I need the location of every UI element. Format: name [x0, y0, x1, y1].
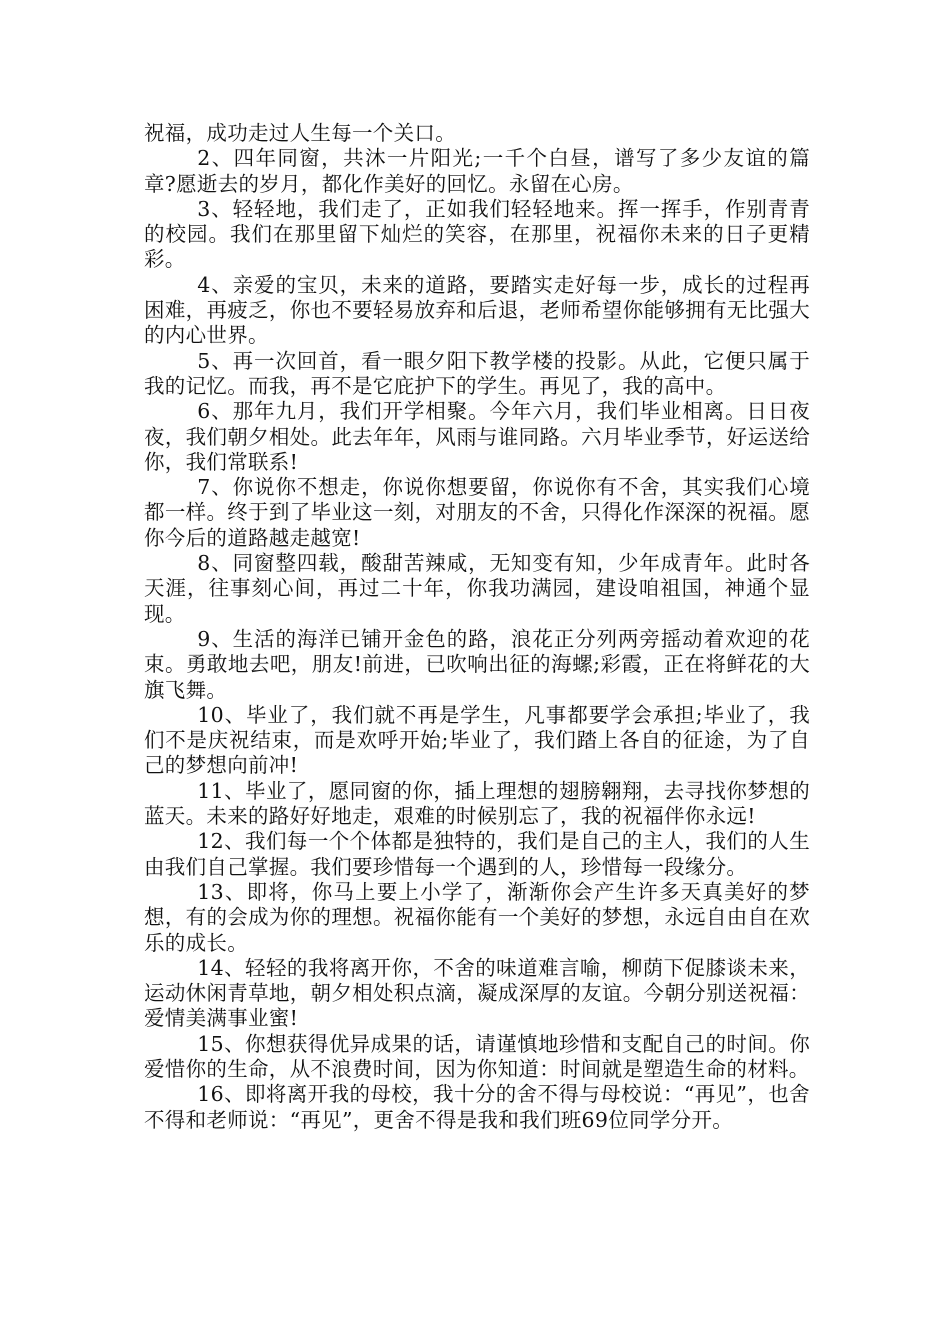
paragraph-item-11: 11、毕业了，愿同窗的你，插上理想的翅膀翱翔，去寻找你梦想的蓝天。未来的路好好地走，艰难的时候别忘了，我的祝福伴你永远!: [144, 778, 810, 829]
paragraph-item-10: 10、毕业了，我们就不再是学生，凡事都要学会承担;毕业了，我们不是庆祝结束，而是欢呼开始;毕业了，我们踏上各自的征途，为了自己的梦想向前冲!: [144, 702, 810, 778]
paragraph-item-8: 8、同窗整四载，酸甜苦辣咸，无知变有知，少年成青年。此时各天涯，往事刻心间，再过二十年，你我功满园，建设咱祖国，神通个显现。: [144, 551, 810, 626]
paragraph-item-4: 4、亲爱的宝贝，未来的道路，要踏实走好每一步，成长的过程再困难，再疲乏，你也不要轻易放弃和后退，老师希望你能够拥有无比强大的内心世界。: [144, 272, 810, 348]
document-body: [144, 121, 810, 1133]
paragraph-continuation: 祝福，成功走过人生每一个关口。: [144, 121, 456, 145]
paragraph-item-6: 6、那年九月，我们开学相聚。今年六月，我们毕业相离。日日夜夜，我们朝夕相处。此去年年，风雨与谁同路。六月毕业季节，好运送给你，我们常联系!: [144, 399, 810, 474]
paragraph-item-15: 15、你想获得优异成果的话，请谨慎地珍惜和支配自己的时间。你爱惜你的生命，从不浪费时间，因为你知道：时间就是塑造生命的材料。: [144, 1031, 810, 1081]
paragraph-item-7: 7、你说你不想走，你说你想要留，你说你有不舍，其实我们心境都一样。终于到了毕业这一刻，对朋友的不舍，只得化作深深的祝福。愿你今后的道路越走越宽!: [144, 475, 810, 550]
paragraph-item-16: 16、即将离开我的母校，我十分的舍不得与母校说：“再见”，也舍不得和老师说：“再见”，更舍不得是我和我们班69位同学分开。: [144, 1082, 810, 1132]
paragraph-item-5: 5、再一次回首，看一眼夕阳下教学楼的投影。从此，它便只属于我的记忆。而我，再不是它庇护下的学生。再见了，我的高中。: [144, 348, 810, 398]
paragraph-item-14: 14、轻轻的我将离开你，不舍的味道难言喻，柳荫下促膝谈未来，运动休闲青草地，朝夕相处积点滴，凝成深厚的友谊。今朝分别送祝福：爱情美满事业蜜!: [144, 955, 810, 1031]
paragraph-item-9: 9、生活的海洋已铺开金色的路，浪花正分列两旁摇动着欢迎的花束。勇敢地去吧，朋友!前进，已吹响出征的海螺;彩霞，正在将鲜花的大旗飞舞。: [144, 626, 810, 702]
paragraph-item-12: 12、我们每一个个体都是独特的，我们是自己的主人，我们的人生由我们自己掌握。我们要珍惜每一个遇到的人，珍惜每一段缘分。: [144, 829, 810, 879]
paragraph-item-13: 13、即将，你马上要上小学了，渐渐你会产生许多天真美好的梦想，有的会成为你的理想。祝福你能有一个美好的梦想，永远自由自在欢乐的成长。: [144, 879, 810, 955]
paragraph-item-3: 3、轻轻地，我们走了，正如我们轻轻地来。挥一挥手，作别青青的校园。我们在那里留下灿烂的笑容，在那里，祝福你未来的日子更精彩。: [144, 196, 810, 272]
paragraph-item-2: 2、四年同窗，共沐一片阳光;一千个白昼，谱写了多少友谊的篇章?愿逝去的岁月，都化作美好的回忆。永留在心房。: [144, 146, 810, 196]
